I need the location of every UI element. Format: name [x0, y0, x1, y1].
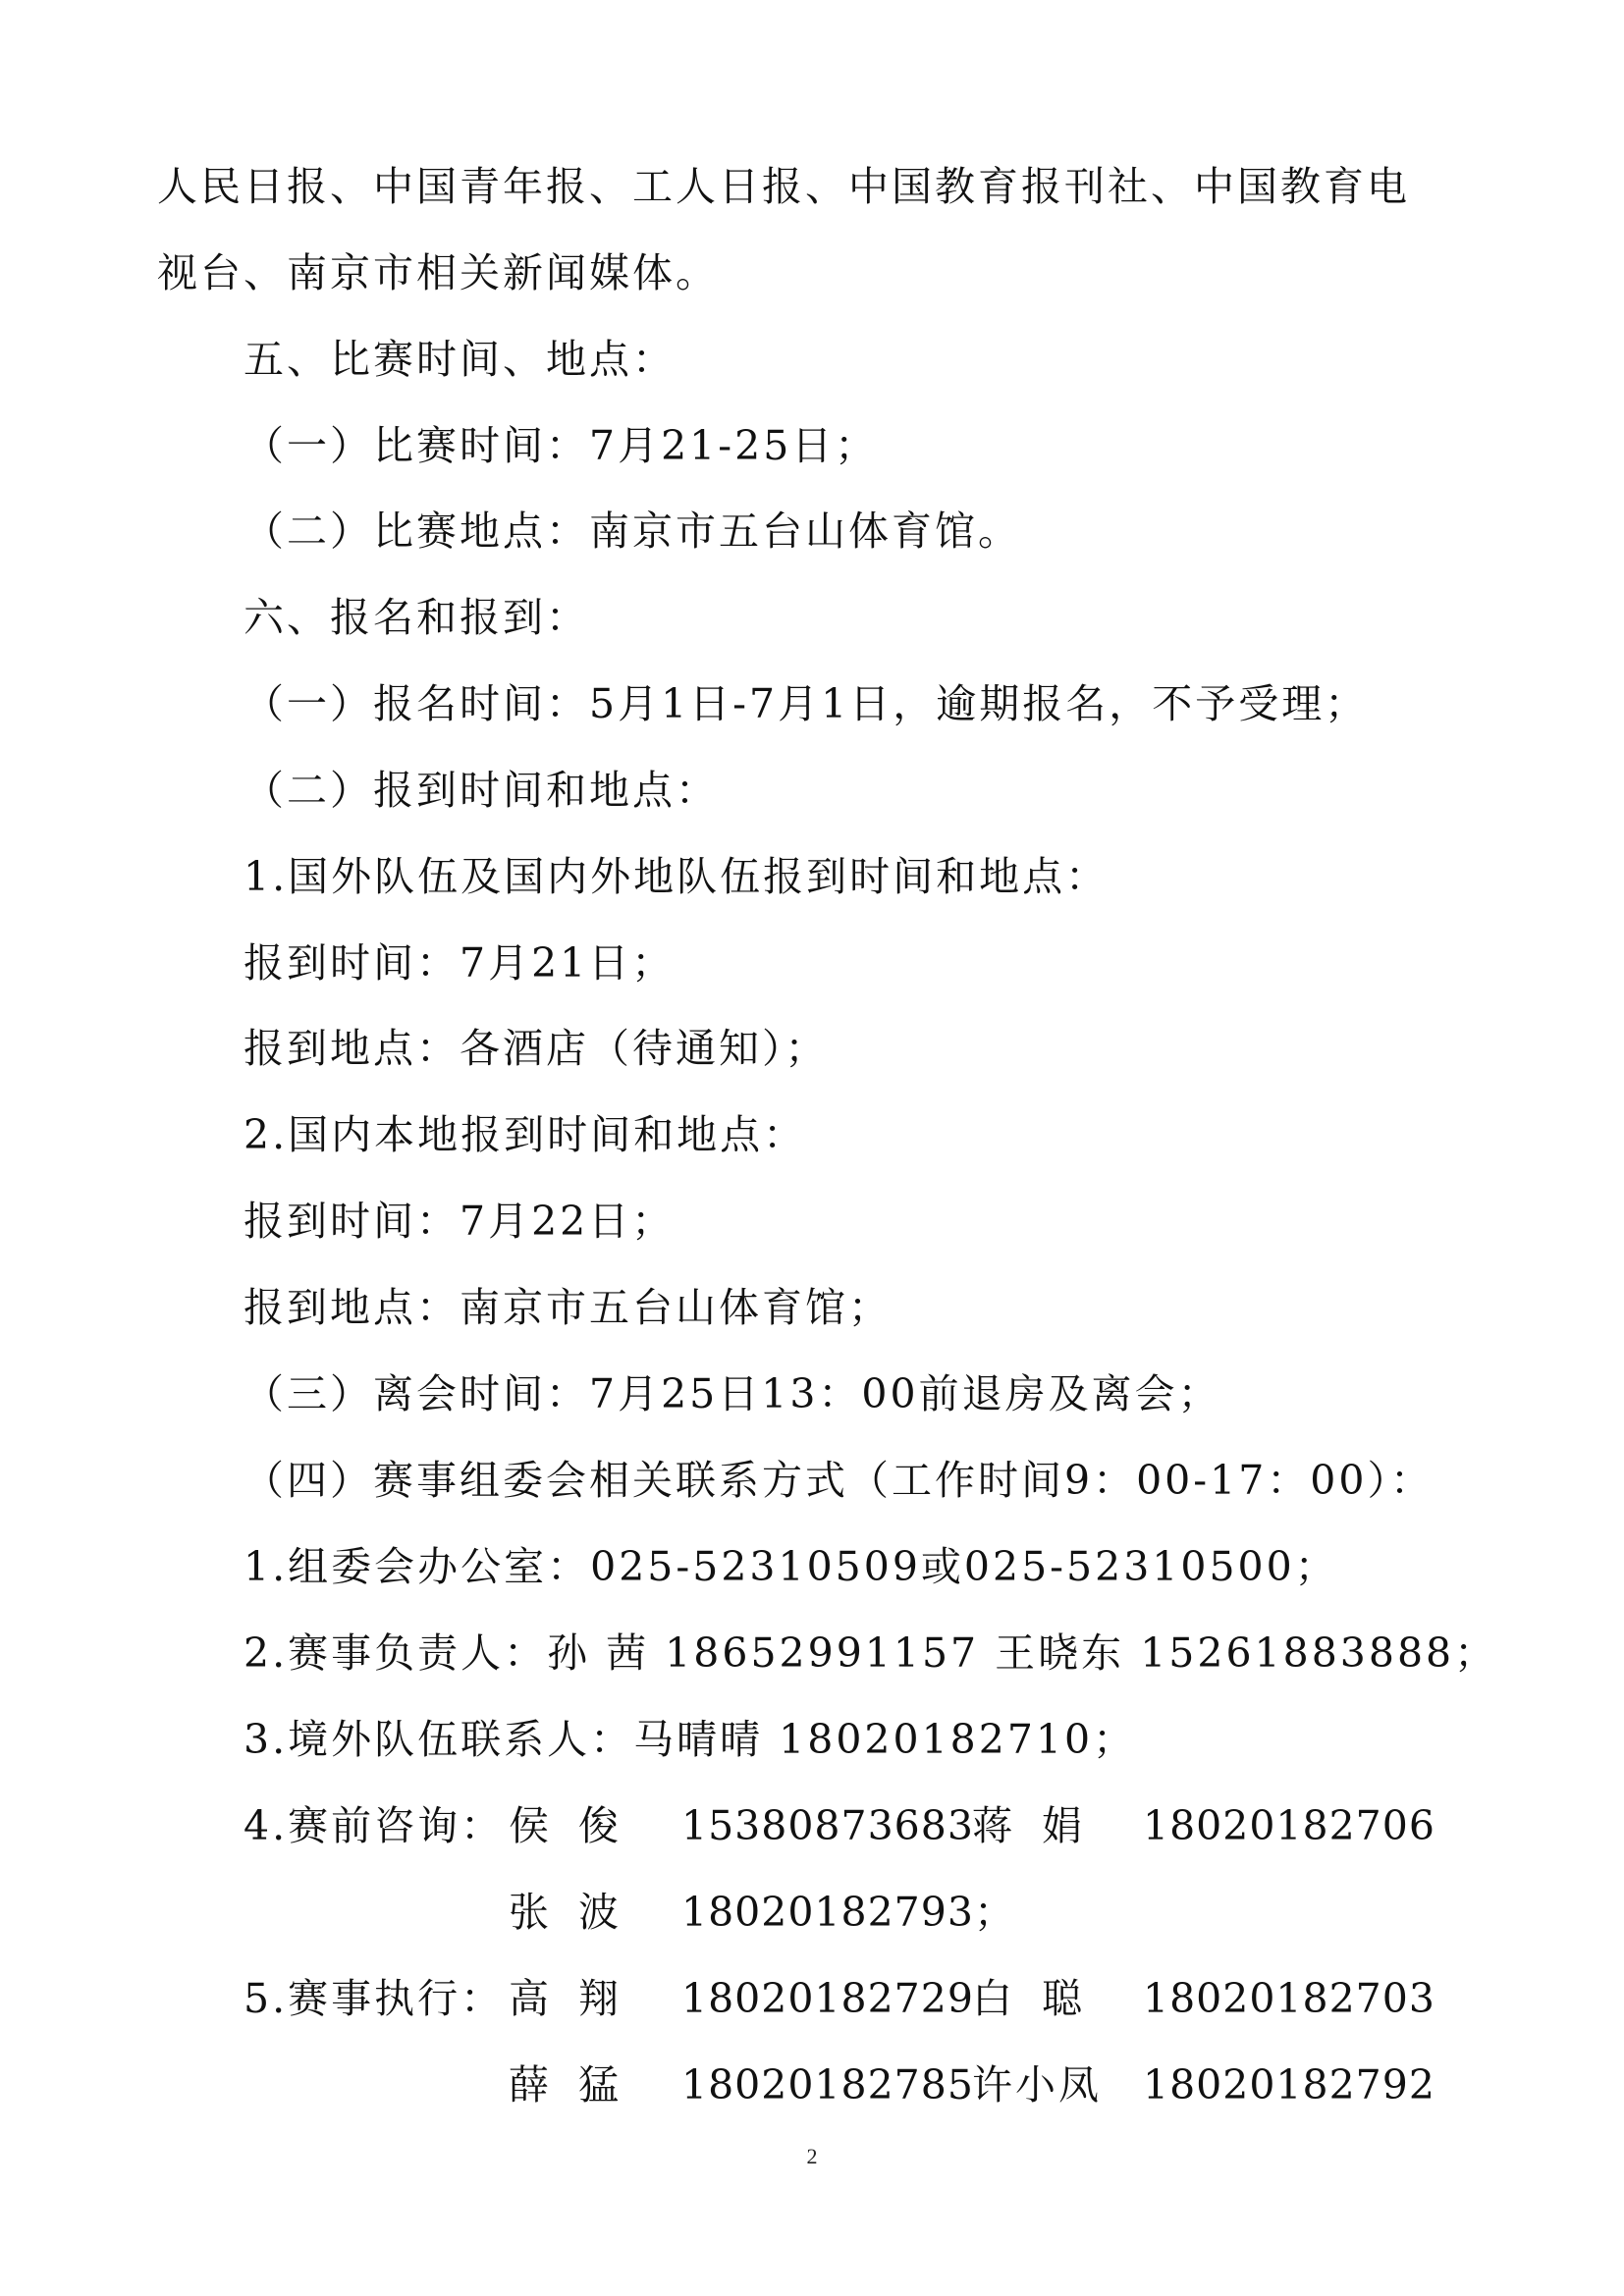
contact-phone: 18020182793； — [681, 1889, 1015, 1936]
paragraph-registration-time: （一）报名时间：5月1日-7月1日，逾期报名，不予受理； — [244, 680, 1369, 727]
contact-name: 高翔 — [509, 1975, 648, 2022]
contact-name: 薛猛 — [509, 2061, 648, 2109]
paragraph-contact-heading: （四）赛事组委会相关联系方式（工作时间9：00-17：00）： — [244, 1457, 1434, 1504]
contact-phone: 18020182792 — [1143, 2061, 1435, 2109]
paragraph-office-contact: 1.组委会办公室：025-52310509或025-52310500； — [244, 1543, 1338, 1590]
paragraph-match-time: （一）比赛时间：7月21-25日； — [244, 422, 879, 469]
paragraph-local-checkin-location: 报到地点：南京市五台山体育馆； — [244, 1284, 892, 1331]
contact-name: 白聪 — [972, 1975, 1111, 2022]
paragraph-local-teams: 2.国内本地报到时间和地点： — [244, 1111, 807, 1158]
contact-phone: 18020182706 — [1143, 1802, 1435, 1849]
paragraph-media-line1: 人民日报、中国青年报、工人日报、中国教育报刊社、中国教育电 — [157, 163, 1410, 210]
contact-phone: 18020182785 — [681, 2061, 974, 2109]
contact-name: 张波 — [509, 1889, 648, 1936]
section-heading-time-location: 五、比赛时间、地点： — [244, 336, 676, 383]
contact-phone: 15380873683 — [681, 1802, 974, 1849]
paragraph-local-checkin-time: 报到时间：7月22日； — [244, 1198, 676, 1245]
contact-row-execution-2 — [0, 2056, 1624, 2114]
contact-name: 许小凤 — [972, 2061, 1102, 2109]
paragraph-match-location: （二）比赛地点：南京市五台山体育馆。 — [244, 507, 1021, 555]
paragraph-checkin-heading: （二）报到时间和地点： — [244, 767, 719, 814]
paragraph-foreign-checkin-location: 报到地点：各酒店（待通知）； — [244, 1025, 829, 1072]
section-heading-registration: 六、报名和报到： — [244, 594, 589, 641]
paragraph-departure-time: （三）离会时间：7月25日13：00前退房及离会； — [244, 1370, 1221, 1417]
contact-row-consult-1 — [0, 1796, 1624, 1855]
contact-row-execution-1 — [0, 1969, 1624, 2028]
page-number: 2 — [806, 2144, 818, 2168]
paragraph-foreign-teams: 1.国外队伍及国内外地队伍报到时间和地点： — [244, 853, 1110, 900]
contact-label-consult: 4.赛前咨询： — [244, 1802, 505, 1849]
contact-row-consult-2 — [0, 1883, 1624, 1942]
paragraph-media-line2: 视台、南京市相关新闻媒体。 — [157, 249, 719, 296]
paragraph-event-managers: 2.赛事负责人：孙 茜 18652991157 王晓东 15261883888； — [244, 1629, 1498, 1677]
contact-phone: 18020182729 — [681, 1975, 974, 2022]
paragraph-overseas-contact: 3.境外队伍联系人：马晴晴 18020182710； — [244, 1716, 1137, 1763]
paragraph-foreign-checkin-time: 报到时间：7月21日； — [244, 939, 676, 987]
contact-name: 侯俊 — [509, 1802, 648, 1849]
contact-label-execution: 5.赛事执行： — [244, 1975, 505, 2022]
contact-name: 蒋娟 — [972, 1802, 1111, 1849]
contact-phone: 18020182703 — [1143, 1975, 1435, 2022]
